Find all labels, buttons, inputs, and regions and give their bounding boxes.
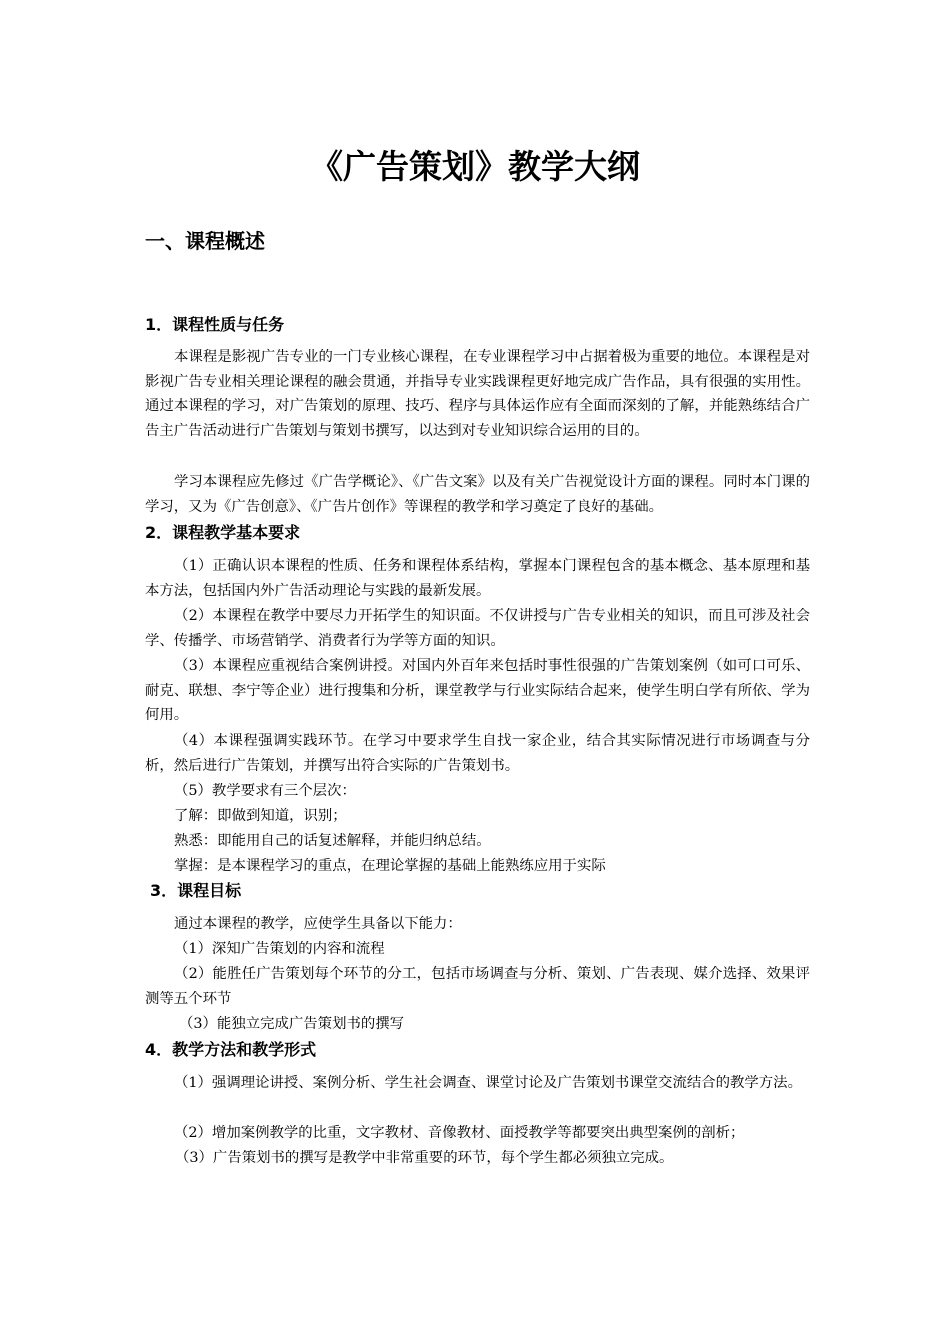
paragraph-requirement-1: （1）正确认识本课程的性质、任务和课程体系结构，掌握本门课程包含的基本概念、基本原理和基本方法，包括国内外广告活动理论与实践的最新发展。 (145, 558, 810, 599)
paragraph-course-nature-2: 学习本课程应先修过《广告学概论》、《广告文案》以及有关广告视觉设计方面的课程。同时本门课的学习，又为《广告创意》、《广告片创作》等课程的教学和学习奠定了良好的基础。 (145, 474, 810, 515)
level-item-familiar: 熟悉：即能用自己的话复述解释，并能归纳总结。 (174, 833, 491, 849)
method-item-3: （3）广告策划书的撰写是教学中非常重要的环节，每个学生都必须独立完成。 (175, 1150, 674, 1166)
goal-item-1: （1）深知广告策划的内容和流程 (174, 941, 385, 957)
goal-item-2: （2）能胜任广告策划每个环节的分工，包括市场调查与分析、策划、广告表现、媒介选择、效果评测等五个环节 (145, 966, 810, 1007)
subheading-basic-requirements: 2．课程教学基本要求 (145, 523, 301, 542)
paragraph-course-nature-1: 本课程是影视广告专业的一门专业核心课程，在专业课程学习中占据着极为重要的地位。本课程是对影视广告专业相关理论课程的融会贯通，并指导专业实践课程更好地完成广告作品，具有很强的实用性。通过本课程的学习，对广告策划的原理、技巧、程序与具体运作应有全面而深刻的了解，并能熟练结合广告主广告活动进行广告策划与策划书撰写，以达到对专业知识综合运用的目的。 (145, 349, 810, 439)
section-heading-overview: 一、课程概述 (145, 229, 265, 253)
paragraph-requirement-2: （2）本课程在教学中要尽力开拓学生的知识面。不仅讲授与广告专业相关的知识，而且可涉及社会学、传播学、市场营销学、消费者行为学等方面的知识。 (145, 608, 810, 649)
level-item-understand: 了解：即做到知道，识别； (174, 808, 347, 824)
document-title: 《广告策划》教学大纲 (310, 147, 640, 186)
paragraph-requirement-4: （4）本课程强调实践环节。在学习中要求学生自找一家企业，结合其实际情况进行市场调查与分析，然后进行广告策划，并撰写出符合实际的广告策划书。 (145, 733, 810, 774)
goals-intro: 通过本课程的教学，应使学生具备以下能力： (174, 916, 462, 932)
subheading-course-goals: 3．课程目标 (150, 881, 242, 900)
levels-intro: （5）教学要求有三个层次： (174, 783, 356, 799)
method-item-2: （2）增加案例教学的比重，文字教材、音像教材、面授教学等都要突出典型案例的剖析； (174, 1125, 745, 1141)
level-item-master: 掌握：是本课程学习的重点，在理论掌握的基础上能熟练应用于实际 (174, 858, 606, 874)
method-item-1: （1）强调理论讲授、案例分析、学生社会调查、课堂讨论及广告策划书课堂交流结合的教学方法。 (174, 1075, 802, 1091)
subheading-course-nature: 1．课程性质与任务 (145, 315, 285, 334)
goal-item-3: （3）能独立完成广告策划书的撰写 (179, 1016, 405, 1032)
subheading-teaching-methods: 4．教学方法和教学形式 (145, 1040, 317, 1059)
paragraph-requirement-3: （3）本课程应重视结合案例讲授。对国内外百年来包括时事性很强的广告策划案例（如可口可乐、耐克、联想、李宁等企业）进行搜集和分析，课堂教学与行业实际结合起来，使学生明白学有所依、学为何用。 (145, 658, 810, 723)
